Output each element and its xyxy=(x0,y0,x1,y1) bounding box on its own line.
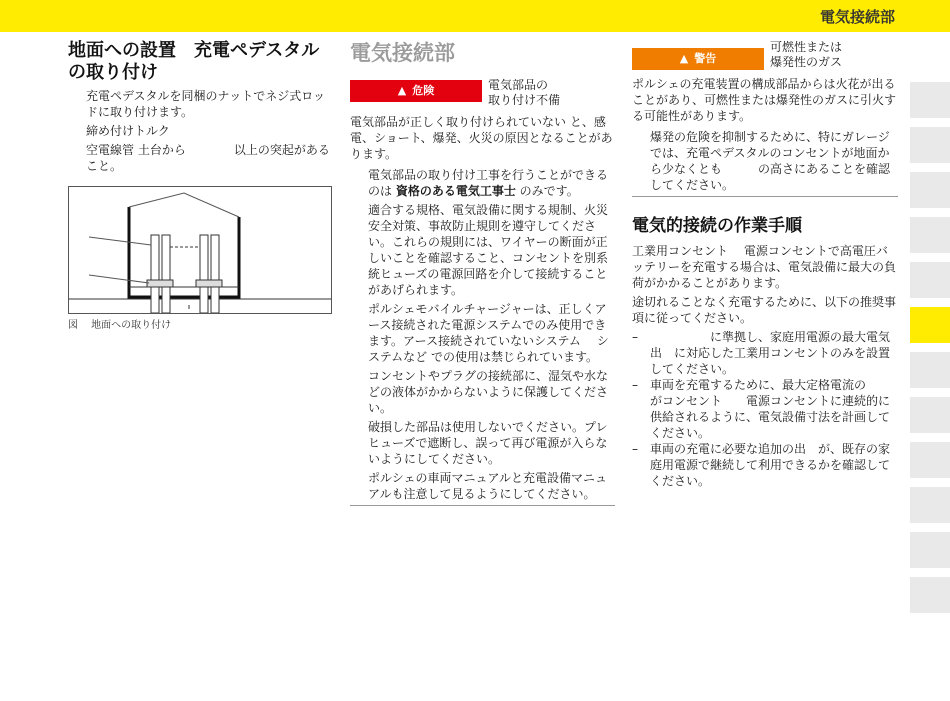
column-installation xyxy=(68,40,334,334)
chapter-tab[interactable] xyxy=(910,397,950,433)
procedure-heading: 電気的接続の作業手順 xyxy=(632,216,802,236)
column-electrical xyxy=(350,40,615,506)
electrical-heading: 電気接続部 xyxy=(350,41,455,65)
danger-text-line-2: 取り付け不備 xyxy=(488,93,561,107)
danger-intro: 電気部品が正しく取り付けられていない と、感電、ショート、爆発、火災の原因となることがあります。 xyxy=(350,115,613,161)
danger-item-manuals: ポルシェの車両マニュアルと充電設備マニュアルも注意して見るようにしてください。 xyxy=(368,471,607,501)
divider xyxy=(350,505,615,506)
chapter-tab[interactable] xyxy=(910,487,950,523)
list-dash: – xyxy=(632,442,638,456)
list-item-text: 車両の充電に必要な追加の出 が、既存の家庭用電源で継続して利用できるかを確認してください。 xyxy=(650,442,891,488)
list-dash: – xyxy=(632,378,638,392)
warning-badge xyxy=(632,48,764,70)
installation-step-1: 充電ペデスタルを同梱のナットでネジ式ロッドに取り付けます。 xyxy=(86,89,326,119)
danger-item-qualified-post: のみです。 xyxy=(515,184,579,198)
danger-item-grounding: ポルシェモバイルチャージャーは、正しくアース接続された電源システムでのみ使用できます。アース接続されていないシステム システムなど での使用は禁じられています。 xyxy=(368,302,609,364)
warning-item-height: 爆発の危険を抑制するために、特にガレージでは、充電ペデスタルのコンセントが地面から少なくとも の高さにあることを確認してください。 xyxy=(650,130,891,192)
danger-item-qualified-pre: 電気部品の取り付け工事を行うことができるのは xyxy=(368,168,609,198)
list-item xyxy=(632,441,898,489)
section-title: 電気接続部 xyxy=(819,8,895,26)
procedure-recommendation: 途切れることなく充電するために、以下の推奨事項に従ってください。 xyxy=(632,295,897,325)
chapter-tab[interactable] xyxy=(910,532,950,568)
chapter-tab[interactable] xyxy=(910,262,950,298)
danger-alert xyxy=(350,78,615,108)
warning-triangle-icon: ▲ xyxy=(397,84,407,97)
list-item-text: 車両を充電するために、最大定格電流の がコンセント 電源コンセントに連続的に供給されるように、電気設備寸法を計画してください。 xyxy=(650,378,903,440)
warning-triangle-icon: ▲ xyxy=(679,52,689,65)
danger-item-moisture: コンセントやプラグの接続部に、湿気や水などの液体がかからないように保護してください。 xyxy=(368,369,609,415)
list-item xyxy=(632,377,903,441)
danger-item-standards: 適合する規格、電気設備に関する規制、火災安全対策、事故防止規則を遵守してください。これらの規則には、ワイヤーの断面が正しいことを確認すること、コンセントを別系統ヒューズの電源回路を介して接続することがあげられます。 xyxy=(368,203,609,297)
mounting-diagram-illustration xyxy=(69,187,331,313)
danger-item-qualified xyxy=(368,167,615,199)
chapter-tab[interactable] xyxy=(910,127,950,163)
installation-figure xyxy=(68,186,332,314)
danger-label: 危険 xyxy=(412,84,435,97)
list-dash: – xyxy=(632,330,638,344)
qualified-electrician: 資格のある電気工事士 xyxy=(395,184,516,198)
installation-heading: 地面への設置 充電ペデスタルの取り付け xyxy=(68,40,320,83)
warning-alert xyxy=(632,40,898,70)
chapter-tab-active[interactable] xyxy=(910,307,950,343)
chapter-tab[interactable] xyxy=(910,172,950,208)
installation-step-torque: 締め付けトルク xyxy=(86,124,170,138)
chapter-tab[interactable] xyxy=(910,442,950,478)
list-item-text: に準拠し、家庭用電源の最大電気出 に対応した工業用コンセントのみを設置してください。 xyxy=(650,330,891,376)
danger-item-damaged: 破損した部品は使用しないでください。プレヒューズで遮断し、誤って再び電源が入らないようにしてください。 xyxy=(368,420,608,466)
warning-text xyxy=(770,40,842,70)
chapter-tab[interactable] xyxy=(910,577,950,613)
chapter-tab[interactable] xyxy=(910,352,950,388)
header-bar xyxy=(0,0,950,32)
warning-intro: ポルシェの充電装置の構成部品からは火花が出ることがあり、可燃性または爆発性のガスに引火する可能性があります。 xyxy=(632,77,897,123)
installation-step-conduit: 空電線管 土台から 以上の突起があること。 xyxy=(86,143,330,173)
divider xyxy=(632,196,898,197)
danger-badge xyxy=(350,80,482,102)
warning-text-line-1: 可燃性または xyxy=(770,40,843,54)
procedure-intro: 工業用コンセント 電源コンセントで高電圧バッテリーを充電する場合は、電気設備に最大の負荷がかかることがあります。 xyxy=(632,244,897,290)
figure-caption: 図 地面への取り付け xyxy=(68,320,172,331)
warning-label: 警告 xyxy=(694,52,717,65)
list-item xyxy=(632,329,898,377)
column-procedure xyxy=(632,40,903,489)
chapter-tab[interactable] xyxy=(910,82,950,118)
danger-text-line-1: 電気部品の xyxy=(488,78,549,92)
danger-text xyxy=(488,78,560,108)
chapter-tab[interactable] xyxy=(910,217,950,253)
warning-text-line-2: 爆発性のガス xyxy=(770,55,843,69)
